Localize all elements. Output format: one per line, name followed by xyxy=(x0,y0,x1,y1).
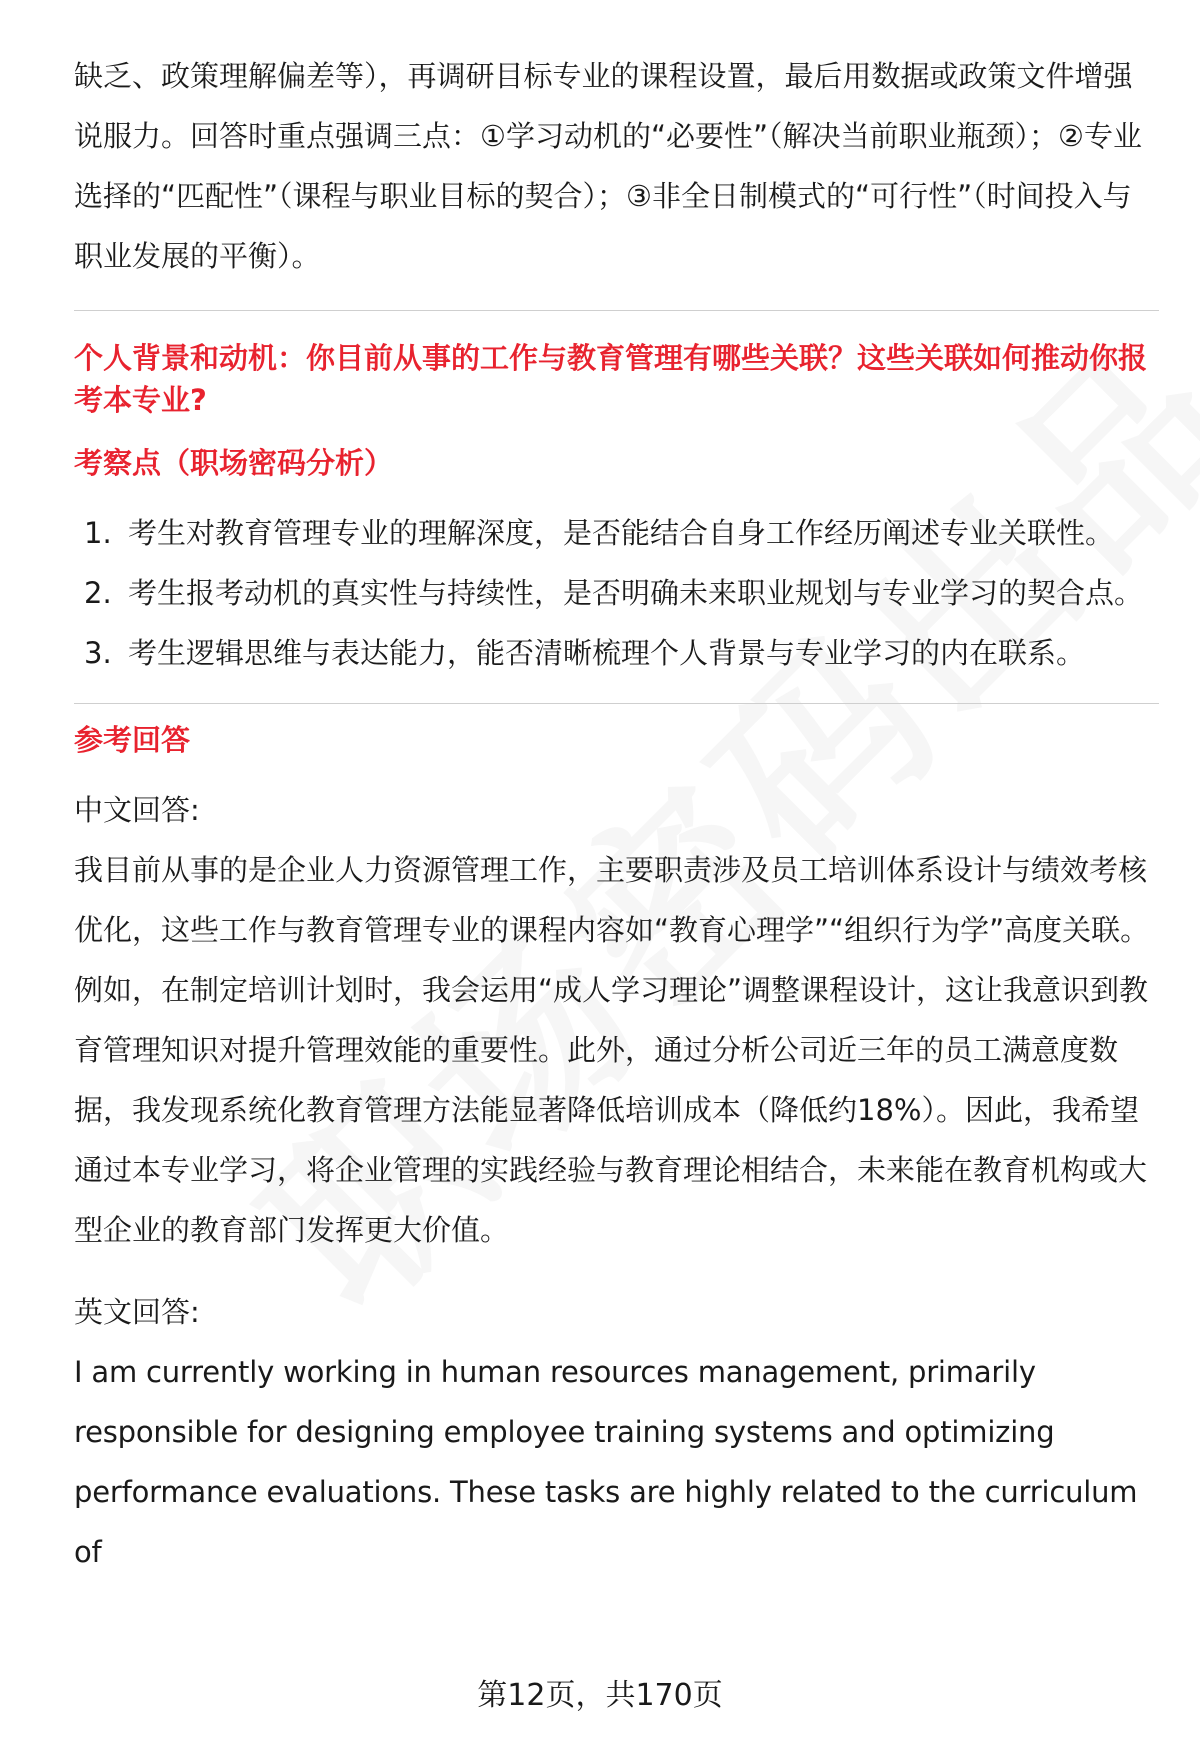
list-item xyxy=(74,623,1159,683)
list-item-text: 考生对教育管理专业的理解深度，是否能结合自身工作经历阐述专业关联性。 xyxy=(128,516,1115,550)
divider xyxy=(74,310,1159,311)
question-title: 个人背景和动机：你目前从事的工作与教育管理有哪些关联？这些关联如何推动你报考本专业? xyxy=(74,341,1148,417)
list-item-text: 考生逻辑思维与表达能力，能否清晰梳理个人背景与专业学习的内在联系。 xyxy=(128,636,1086,670)
list-item-text: 考生报考动机的真实性与持续性，是否明确未来职业规划与专业学习的契合点。 xyxy=(128,576,1144,610)
list-item-number: 3. xyxy=(84,636,112,670)
page-number: 第12页，共170页 xyxy=(477,1678,723,1713)
english-answer-text: I am currently working in human resources management, primarily responsible for designing employee training systems and optimizing performance evaluations. These tasks are highly related to the curriculum of xyxy=(74,1355,1138,1569)
chinese-answer-text: 我目前从事的是企业人力资源管理工作，主要职责涉及员工培训体系设计与绩效考核优化，这些工作与教育管理专业的课程内容如“教育心理学”“组织行为学”高度关联。例如，在制定培训计划时，我会运用“成人学习理论”调整课程设计，这让我意识到教育管理知识对提升管理效能的重要性。此外，通过分析公司近三年的员工满意度数据，我发现系统化教育管理方法能显著降低培训成本（降低约18%）。因此，我希望通过本专业学习，将企业管理的实践经验与教育理论相结合，未来能在教育机构或大型企业的教育部门发挥更大价值。 xyxy=(74,853,1150,1247)
focus-title: 考察点（职场密码分析） xyxy=(74,446,394,480)
divider xyxy=(74,703,1159,704)
focus-list xyxy=(74,503,1159,683)
reference-title: 参考回答 xyxy=(74,723,191,757)
chinese-answer-label: 中文回答: xyxy=(74,793,200,827)
list-item xyxy=(74,503,1159,563)
english-answer-label: 英文回答: xyxy=(74,1295,200,1329)
list-item-number: 1. xyxy=(84,516,112,550)
list-item xyxy=(74,563,1159,623)
document-page xyxy=(74,46,1159,1582)
list-item-number: 2. xyxy=(84,576,112,610)
intro-paragraph: 缺乏、政策理解偏差等），再调研目标专业的课程设置，最后用数据或政策文件增强说服力。回答时重点强调三点：①学习动机的“必要性”（解决当前职业瓶颈）；②专业选择的“匹配性”（课程与职业目标的契合）；③非全日制模式的“可行性”（时间投入与职业发展的平衡）。 xyxy=(74,59,1143,273)
